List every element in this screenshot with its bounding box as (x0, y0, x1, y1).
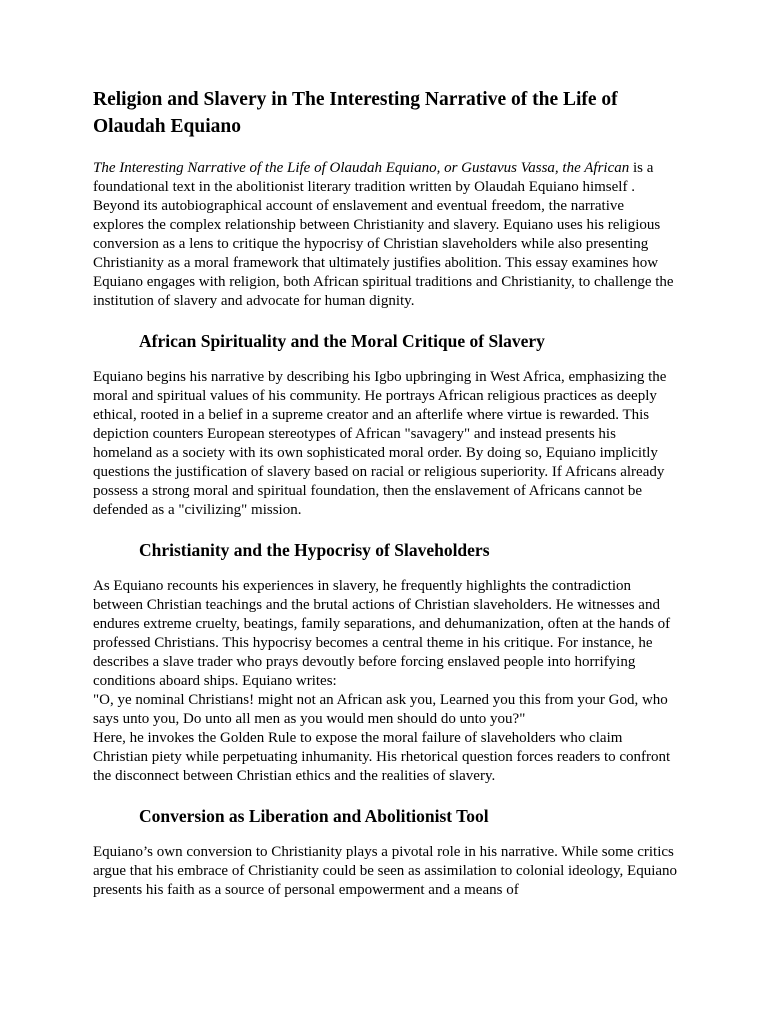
section-hypocrisy (93, 577, 678, 786)
section-body-african-spirituality: Equiano begins his narrative by describing his Igbo upbringing in West Africa, emphasizing the moral and spiritual values of his community. He portrays African religious practices as deeply ethical, rooted in a belief in a supreme creator and an afterlife where virtue is rewarded. This depiction counters European stereotypes of African "savagery" and instead presents his homeland as a society with its own sophisticated moral order. By doing so, Equiano implicitly questions the justification of slavery based on racial or religious superiority. If Africans already possess a strong moral and spiritual foundation, then the enslavement of Africans cannot be defended as a "civilizing" mission. (93, 369, 667, 518)
book-title-italic: The Interesting Narrative of the Life of Olaudah Equiano, or Gustavus Vassa, the African (93, 160, 630, 176)
equiano-quote: "O, ye nominal Christians! might not an African ask you, Learned you this from your God, who says unto you, Do unto all men as you would men should do unto you?" (93, 692, 668, 727)
document-title: Religion and Slavery in The Interesting Narrative of the Life of Olaudah Equiano (93, 89, 618, 137)
document-page (93, 86, 678, 919)
intro-text: is a foundational text in the abolitionist literary tradition written by Olaudah Equiano himself . Beyond its autobiographical account of enslavement and eventual freedom, the narrative explores the complex relationship between Christianity and slavery. Equiano uses his religious conversion as a lens to critique the hypocrisy of Christian slaveholders while also presenting Christianity as a moral framework that ultimately justifies abolition. This essay examines how Equiano engages with religion, both African spiritual traditions and Christianity, to challenge the institution of slavery and advocate for human dignity. (93, 160, 674, 309)
section-body-conversion: Equiano’s own conversion to Christianity plays a pivotal role in his narrative. While some critics argue that his embrace of Christianity could be seen as assimilation to colonial ideology, Equiano presents his faith as a source of personal empowerment and a means of (93, 844, 678, 898)
intro-paragraph (93, 159, 678, 311)
section-heading-conversion: Conversion as Liberation and Abolitionist Tool (139, 806, 489, 826)
section-body-hypocrisy: As Equiano recounts his experiences in slavery, he frequently highlights the contradiction between Christian teachings and the brutal actions of Christian slaveholders. He witnesses and endures extreme cruelty, beatings, family separations, and dehumanization, often at the hands of professed Christians. This hypocrisy becomes a central theme in his critique. For instance, he describes a slave trader who prays devoutly before forcing enslaved people into horrifying conditions aboard ships. Equiano writes: (93, 578, 671, 689)
section-heading-hypocrisy: Christianity and the Hypocrisy of Slaveholders (139, 540, 490, 560)
section-heading-african-spirituality: African Spirituality and the Moral Critique of Slavery (139, 331, 545, 351)
section-after-quote: Here, he invokes the Golden Rule to expose the moral failure of slaveholders who claim Christian piety while perpetuating inhumanity. His rhetorical question forces readers to confront the disconnect between Christian ethics and the realities of slavery. (93, 730, 671, 784)
